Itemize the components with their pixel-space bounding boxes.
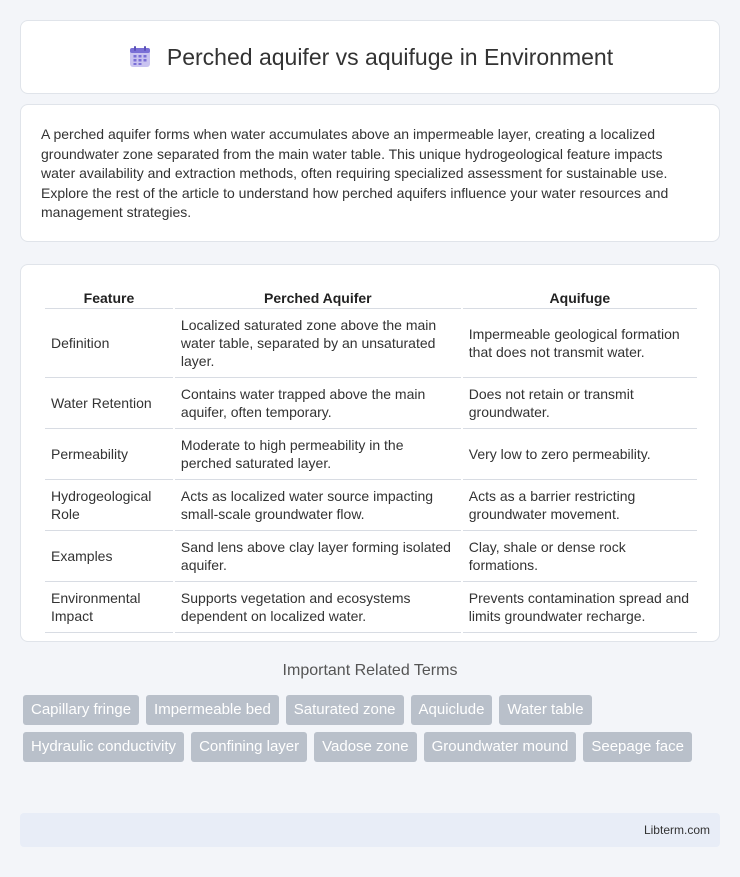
related-term-tag[interactable]: Confining layer — [191, 732, 307, 762]
header-perched-aquifer: Perched Aquifer — [175, 285, 461, 309]
perched-cell: Sand lens above clay layer forming isolated aquifer. — [175, 531, 461, 582]
header-aquifuge: Aquifuge — [463, 285, 697, 309]
related-term-tag[interactable]: Groundwater mound — [424, 732, 577, 762]
feature-cell: Examples — [45, 531, 173, 582]
related-term-tag[interactable]: Capillary fringe — [23, 695, 139, 725]
related-term-tag[interactable]: Aquiclude — [411, 695, 493, 725]
header-feature: Feature — [45, 285, 173, 309]
aquifuge-cell: Very low to zero permeability. — [463, 429, 697, 480]
related-term-tag[interactable]: Seepage face — [583, 732, 692, 762]
aquifuge-cell: Acts as a barrier restricting groundwater movement. — [463, 480, 697, 531]
footer-site-link[interactable]: Libterm.com — [643, 823, 710, 837]
aquifuge-cell: Does not retain or transmit groundwater. — [463, 378, 697, 429]
related-term-tag[interactable]: Vadose zone — [314, 732, 416, 762]
title-wrap — [127, 44, 613, 71]
feature-cell: Permeability — [45, 429, 173, 480]
table-row — [45, 582, 697, 633]
footer — [20, 813, 720, 847]
related-term-tag[interactable]: Saturated zone — [286, 695, 404, 725]
related-term-tag[interactable]: Hydraulic conductivity — [23, 732, 184, 762]
related-terms-title: Important Related Terms — [282, 662, 458, 679]
perched-cell: Moderate to high permeability in the perched saturated layer. — [175, 429, 461, 480]
table-row — [45, 480, 697, 531]
intro-card — [20, 104, 720, 242]
calendar-icon — [127, 44, 153, 70]
feature-cell: Water Retention — [45, 378, 173, 429]
table-header-row — [45, 285, 697, 309]
table-row — [45, 531, 697, 582]
perched-cell: Contains water trapped above the main aquifer, often temporary. — [175, 378, 461, 429]
feature-cell: Definition — [45, 309, 173, 378]
related-terms-list — [23, 695, 723, 762]
comparison-table-card — [20, 264, 720, 642]
page-title: Perched aquifer vs aquifuge in Environment — [166, 43, 614, 70]
aquifuge-cell: Prevents contamination spread and limits groundwater recharge. — [463, 582, 697, 633]
comparison-table — [43, 285, 699, 633]
feature-cell: Environmental Impact — [45, 582, 173, 633]
perched-cell: Localized saturated zone above the main water table, separated by an unsaturated layer. — [175, 309, 461, 378]
table-row — [45, 309, 697, 378]
intro-text: A perched aquifer forms when water accumulates above an impermeable layer, creating a localized groundwater zone separated from the main water table. This unique hydrogeological feature impacts water availability and extraction methods, often requiring specialized assessment for sustainable use. Explore the rest of the article to understand how perched aquifers influence your water resources and management strategies. — [41, 126, 669, 221]
aquifuge-cell: Clay, shale or dense rock formations. — [463, 531, 697, 582]
feature-cell: Hydrogeological Role — [45, 480, 173, 531]
related-term-tag[interactable]: Water table — [499, 695, 591, 725]
header-card — [20, 20, 720, 94]
related-term-tag[interactable]: Impermeable bed — [146, 695, 279, 725]
aquifuge-cell: Impermeable geological formation that does not transmit water. — [463, 309, 697, 378]
table-row — [45, 378, 697, 429]
table-row — [45, 429, 697, 480]
perched-cell: Supports vegetation and ecosystems dependent on localized water. — [175, 582, 461, 633]
perched-cell: Acts as localized water source impacting small-scale groundwater flow. — [175, 480, 461, 531]
